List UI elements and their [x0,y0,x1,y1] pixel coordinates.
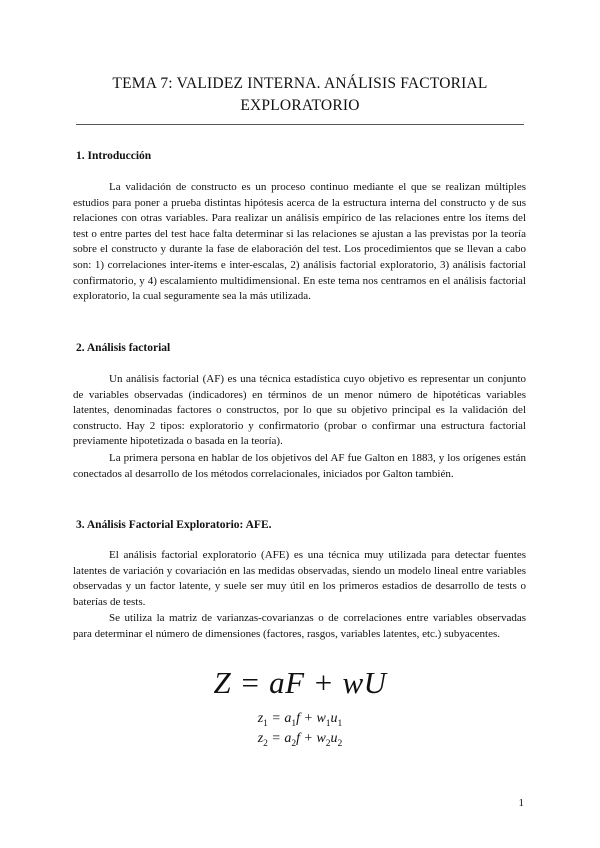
title-divider [76,124,524,125]
title-line-2: EXPLORATORIO [240,97,360,114]
section-body-introduccion [73,180,526,305]
section-body-afe [73,548,526,643]
paragraph: Se utiliza la matriz de varianzas-covarianzas o de correlaciones entre variables observadas para determinar el número de dimensiones (factores, rasgos, variables latentes, etc.) subyacentes. [73,612,526,640]
equation-z2: $z_2 = a_2f + w_2u_2$ [257,731,343,749]
equation-z1: $z_1 = a_1f + w_1u_1$ [257,711,343,729]
page-number: 1 [518,797,524,809]
paragraph: Un análisis factorial (AF) es una técnica estadística cuyo objetivo es representar un conjunto de variables observadas (indicadores) en términos de un menor número de hipotéticas variables latentes, denominadas factores o constructos, por lo que su objetivo principal es la validación del constructo. Hay 2 tipos: exploratorio y confirmatorio (probar o confirmar una estructura factorial previamente hipotetizada o basada en la teoría). [73,373,526,448]
section-heading-introduccion: 1. Introducción [76,150,152,162]
section-heading-analisis-factorial: 2. Análisis factorial [76,342,171,354]
section-heading-afe: 3. Análisis Factorial Exploratorio: AFE. [76,519,272,531]
paragraph: El análisis factorial exploratorio (AFE) es una técnica muy utilizada para detectar fuentes latentes de variación y covariación en las medidas observadas, siendo un modelo lineal entre variables observadas y un factor latente, y suele ser muy útil en los primeros estadios de desarrollo de tests o baterías de tests. [73,549,526,608]
paragraph: La primera persona en hablar de los objetivos del AF fue Galton en 1883, y los orígenes están conectados al desarrollo de los métodos correlacionales, iniciados por Galton también. [73,451,526,480]
title-line-1: TEMA 7: VALIDEZ INTERNA. ANÁLISIS FACTORIAL [112,75,488,92]
equation-main: Z = aF + wU [213,665,387,700]
section-body-analisis-factorial [73,372,526,482]
page-title [76,73,524,117]
paragraph: La validación de constructo es un proceso continuo mediante el que se realizan múltiples estudios para poner a prueba distintas hipótesis acerca de la estructura interna del constructo y de sus relaciones con otras variables. Para realizar un análisis empírico de las relaciones entre los ítems del test o entre partes del test hace falta determinar si las relaciones se ajustan a las previstas por la teoría sobre el constructo y durante la fase de elaboración del test. Los procedimientos que se llevan a cabo son: 1) correlaciones inter-ítems e inter-escalas, 2) análisis factorial exploratorio, 3) análisis factorial confirmatorio, y 4) escalamiento multidimensional. En este tema nos centramos en el análisis factorial exploratorio, la cual seguramente sea la más utilizada. [73,181,526,303]
